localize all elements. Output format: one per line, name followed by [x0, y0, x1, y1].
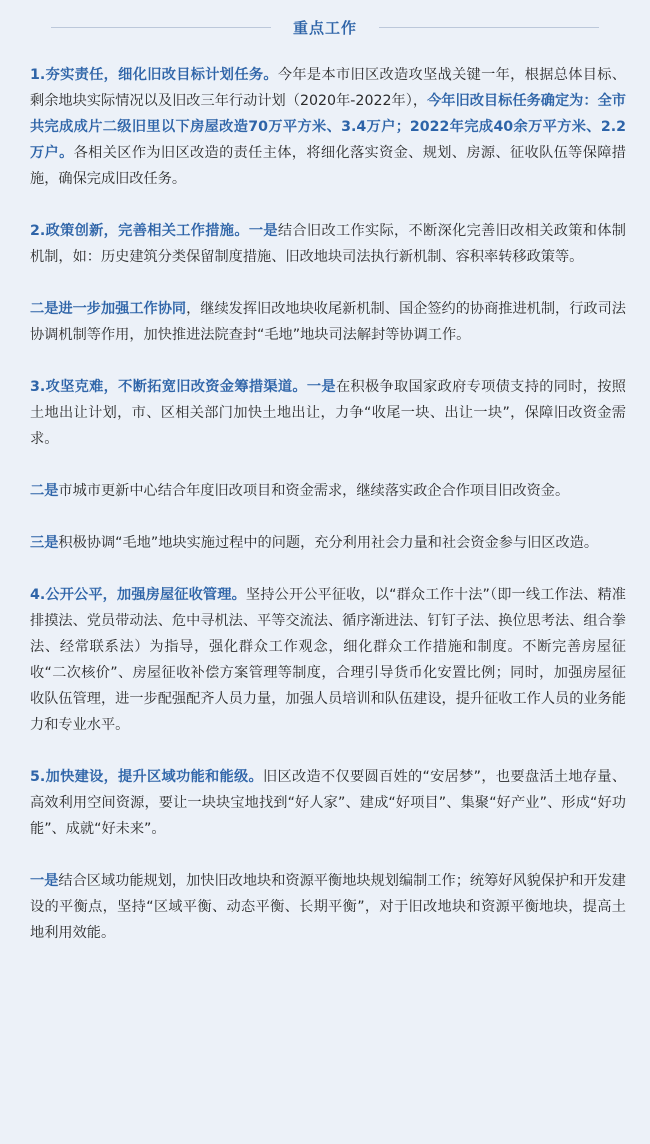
header-rule-right [379, 27, 599, 28]
paragraph-7 [30, 582, 626, 738]
section-title: 重点工作 [292, 18, 357, 37]
paragraph-1-heading: 1.夯实责任，细化旧改目标计划任务。 [30, 67, 278, 83]
paragraph-9-text: 结合区域功能规划，加快旧改地块和资源平衡地块规划编制工作；统筹好风貌保护和开发建设的平衡点，坚持“区域平衡、动态平衡、长期平衡”，对于旧改地块和资源平衡地块，提高土地利用效能。 [30, 873, 626, 941]
paragraph-6 [30, 530, 626, 556]
paragraph-1-text-2: 各相关区作为旧区改造的责任主体，将细化落实资金、规划、房源、征收队伍等保障措施，确保完成旧改任务。 [30, 145, 626, 187]
paragraph-2-text: 结合旧改工作实际，不断深化完善旧改相关政策和体制机制，如：历史建筑分类保留制度措施、旧改地块司法执行新机制、容积率转移政策等。 [30, 223, 626, 265]
paragraph-7-heading: 4.公开公平，加强房屋征收管理。 [30, 587, 246, 603]
paragraph-7-text: 坚持公开公平征收，以“群众工作十法”（即一线工作法、精准排摸法、党员带动法、危中寻机法、平等交流法、循序渐进法、钉钉子法、换位思考法、组合拳法、经常联系法）为指导，强化群众工作观念，细化群众工作措施和制度。不断完善房屋征收“二次核价”、房屋征收补偿方案管理等制度，合理引导货币化安置比例；同时，加强房屋征收队伍管理，进一步配强配齐人员力量，加强人员培训和队伍建设，提升征收工作人员的业务能力和专业水平。 [30, 587, 626, 733]
paragraph-9-heading: 一是 [30, 873, 59, 889]
article-body [30, 62, 626, 946]
paragraph-8-heading: 5.加快建设，提升区域功能和能级。 [30, 769, 264, 785]
paragraph-3-heading: 二是进一步加强工作协同 [30, 301, 187, 317]
paragraph-6-text: 积极协调“毛地”地块实施过程中的问题，充分利用社会力量和社会资金参与旧区改造。 [58, 535, 599, 551]
paragraph-1 [30, 62, 626, 192]
paragraph-4-heading: 3.攻坚克难，不断拓宽旧改资金筹措渠道。一是 [30, 379, 336, 395]
paragraph-5 [30, 478, 626, 504]
section-header [0, 12, 650, 42]
paragraph-2 [30, 218, 626, 270]
paragraph-5-heading: 二是 [30, 483, 59, 499]
paragraph-5-text: 市城市更新中心结合年度旧改项目和资金需求，继续落实政企合作项目旧改资金。 [58, 483, 570, 499]
paragraph-8 [30, 764, 626, 842]
paragraph-4 [30, 374, 626, 452]
paragraph-3-text: ，继续发挥旧改地块收尾新机制、国企签约的协商推进机制，行政司法协调机制等作用，加快推进法院查封“毛地”地块司法解封等协调工作。 [30, 301, 626, 343]
paragraph-1-text: 今年是本市旧区改造攻坚战关键一年，根据总体目标、剩余地块实际情况以及旧改三年行动计划（2020年-2022年）， [30, 67, 626, 109]
paragraph-9 [30, 868, 626, 946]
paragraph-3 [30, 296, 626, 348]
paragraph-4-text: 在积极争取国家政府专项债支持的同时，按照土地出让计划，市、区相关部门加快土地出让，力争“收尾一块、出让一块”，保障旧改资金需求。 [30, 379, 626, 447]
paragraph-1-target: 今年旧改目标任务确定为：全市共完成成片二级旧里以下房屋改造70万平方米、3.4万户；2022年完成40余万平方米、2.2万户。 [30, 93, 626, 161]
paragraph-2-heading: 2.政策创新，完善相关工作措施。一是 [30, 223, 278, 239]
paragraph-6-heading: 三是 [30, 535, 59, 551]
paragraph-8-text: 旧区改造不仅要圆百姓的“安居梦”，也要盘活土地存量、高效利用空间资源，要让一块块宝地找到“好人家”、建成“好项目”、集聚“好产业”、形成“好功能”、成就“好未来”。 [30, 769, 627, 837]
header-rule-left [51, 27, 271, 28]
